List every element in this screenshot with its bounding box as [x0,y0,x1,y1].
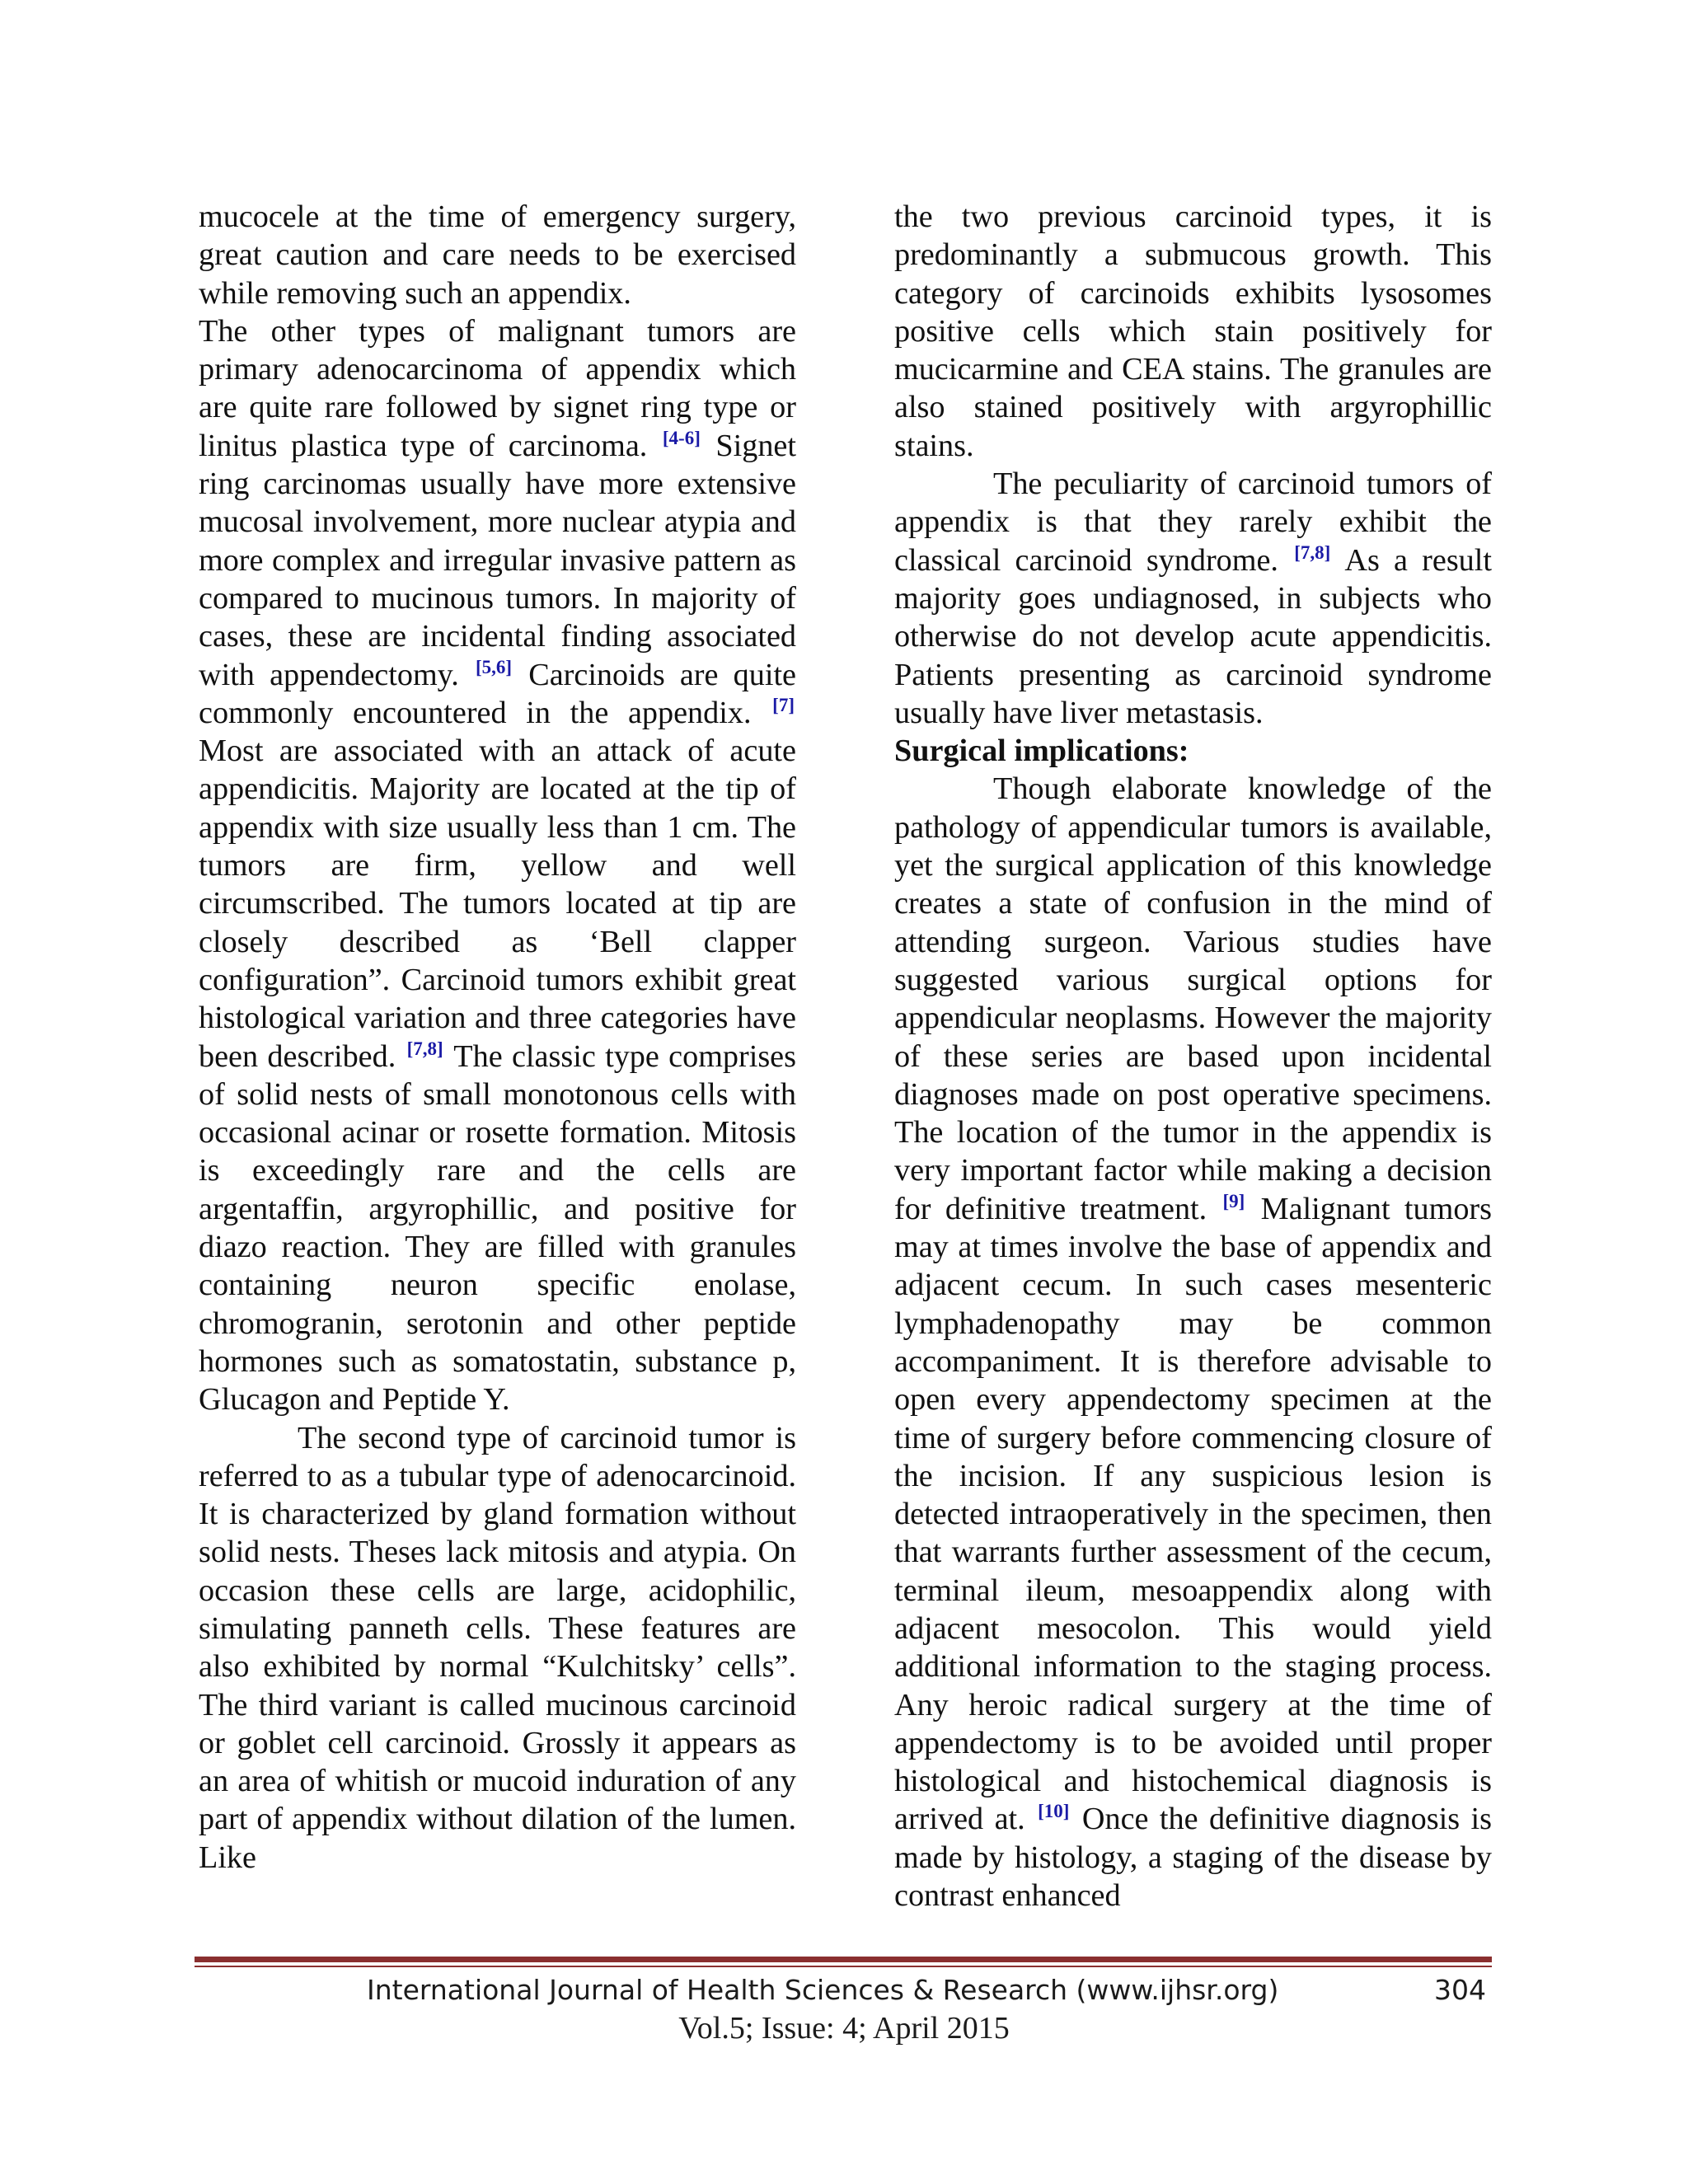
text-run: The other types of malignant tumors are primary adenocarcinoma of appendix which are quite rare followed by signet ring type or linitus plastica type of carcinoma. [199,313,796,463]
citation-link[interactable]: [5,6] [475,656,513,677]
footer-rule-thin [195,1966,1492,1967]
text-run: The peculiarity of carcinoid tumors of appendix is that they rarely exhibit the classical carcinoid syndrome. [894,466,1492,578]
paragraph [894,770,1492,1915]
paragraph [199,312,796,1419]
footer-rule-thick [195,1957,1492,1962]
paragraph: mucocele at the time of emergency surgery, great caution and care needs to be exercised while removing such an appendix. [199,199,796,311]
left-column [199,198,796,1877]
text-run: Signet ring carcinomas usually have more extensive mucosal involvement, more nuclear atypia and more complex and irregular invasive pattern as compared to mucinous tumors. In majority of cases, these are incidental finding associated with appendectomy. [199,428,796,692]
text-run: Once the definitive diagnosis is made by histology, a staging of the disease by contrast enhanced [894,1802,1492,1914]
citation-link[interactable]: [7,8] [406,1038,443,1059]
text-run: Though elaborate knowledge of the pathology of appendicular tumors is available, yet the surgical application of this knowledge creates a state of confusion in the mind of attending surgeon. Various studies have suggested various surgical options for appendicular neoplasms. However the majority of these series are based upon incidental diagnoses made on post operative specimens. The location of the tumor in the appendix is very important factor while making a decision for definitive treatment. [894,771,1492,1226]
section-heading: Surgical implications: [894,733,1189,769]
text-run: The classic type comprises of solid nests of small monotonous cells with occasional acinar or rosette formation. Mitosis is exceedingly rare and the cells are argentaffin, argyrophillic, and positive for diazo reaction. They are filled with granules containing neuron specific enolase, chromogranin, serotonin and other peptide hormones such as somatostatin, substance p, Glucagon and Peptide Y. [199,1038,796,1418]
text-run: As a result majority goes undiagnosed, in subjects who otherwise do not develop acute appendicitis. Patients presenting as carcinoid syndrome usually have liver metastasis. [894,542,1492,730]
paragraph [894,465,1492,732]
page-number: 304 [1434,1974,1486,2006]
paragraph: The second type of carcinoid tumor is referred to as a tubular type of adenocarcinoid. It is characterized by gland formation without solid nests. Theses lack mitosis and atypia. On occasion these cells are large, acidophilic, simulating panneth cells. These features are also exhibited by normal “Kulchitsky’ cells”. The third variant is called mucinous carcinoid or goblet cell carcinoid. Grossly it appears as an area of whitish or mucoid induration of any part of appendix without dilation of the lumen. Like [199,1420,796,1875]
citation-link[interactable]: [7] [772,694,795,715]
footer-issue: Vol.5; Issue: 4; April 2015 [678,2011,1010,2046]
citation-link[interactable]: [7,8] [1294,541,1331,563]
footer-journal-title: International Journal of Health Sciences & Research (www.ijhsr.org) [367,1974,1279,2006]
citation-link[interactable]: [9] [1222,1190,1245,1212]
text-run: Most are associated with an attack of acute appendicitis. Majority are located at the tip of appendix with size usually less than 1 cm. The tumors are firm, yellow and well circumscribed. The tumors located at tip are closely described as ‘Bell clapper configuration”. Carcinoid tumors exhibit great histological variation and three categories have been described. [199,733,796,1074]
right-column [894,198,1492,1915]
citation-link[interactable]: [10] [1038,1801,1070,1822]
text-run: Carcinoids are quite commonly encountered in the appendix. [199,657,796,730]
citation-link[interactable]: [4-6] [662,427,701,448]
text-run: Malignant tumors may at times involve the base of appendix and adjacent cecum. In such cases mesenteric lymphadenopathy may be common accompaniment. It is therefore advisable to open every appendectomy specimen at the time of surgery before commencing closure of the incision. If any suspicious lesion is detected intraoperatively in the specimen, then that warrants further assessment of the cecum, terminal ileum, mesoappendix along with adjacent mesocolon. This would yield additional information to the staging process. Any heroic radical surgery at the time of appendectomy is to be avoided until proper histological and histochemical diagnosis is arrived at. [894,1191,1492,1837]
paragraph: the two previous carcinoid types, it is predominantly a submucous growth. This category of carcinoids exhibits lysosomes positive cells which stain positively for mucicarmine and CEA stains. The granules are also stained positively with argyrophillic stains. [894,199,1492,463]
